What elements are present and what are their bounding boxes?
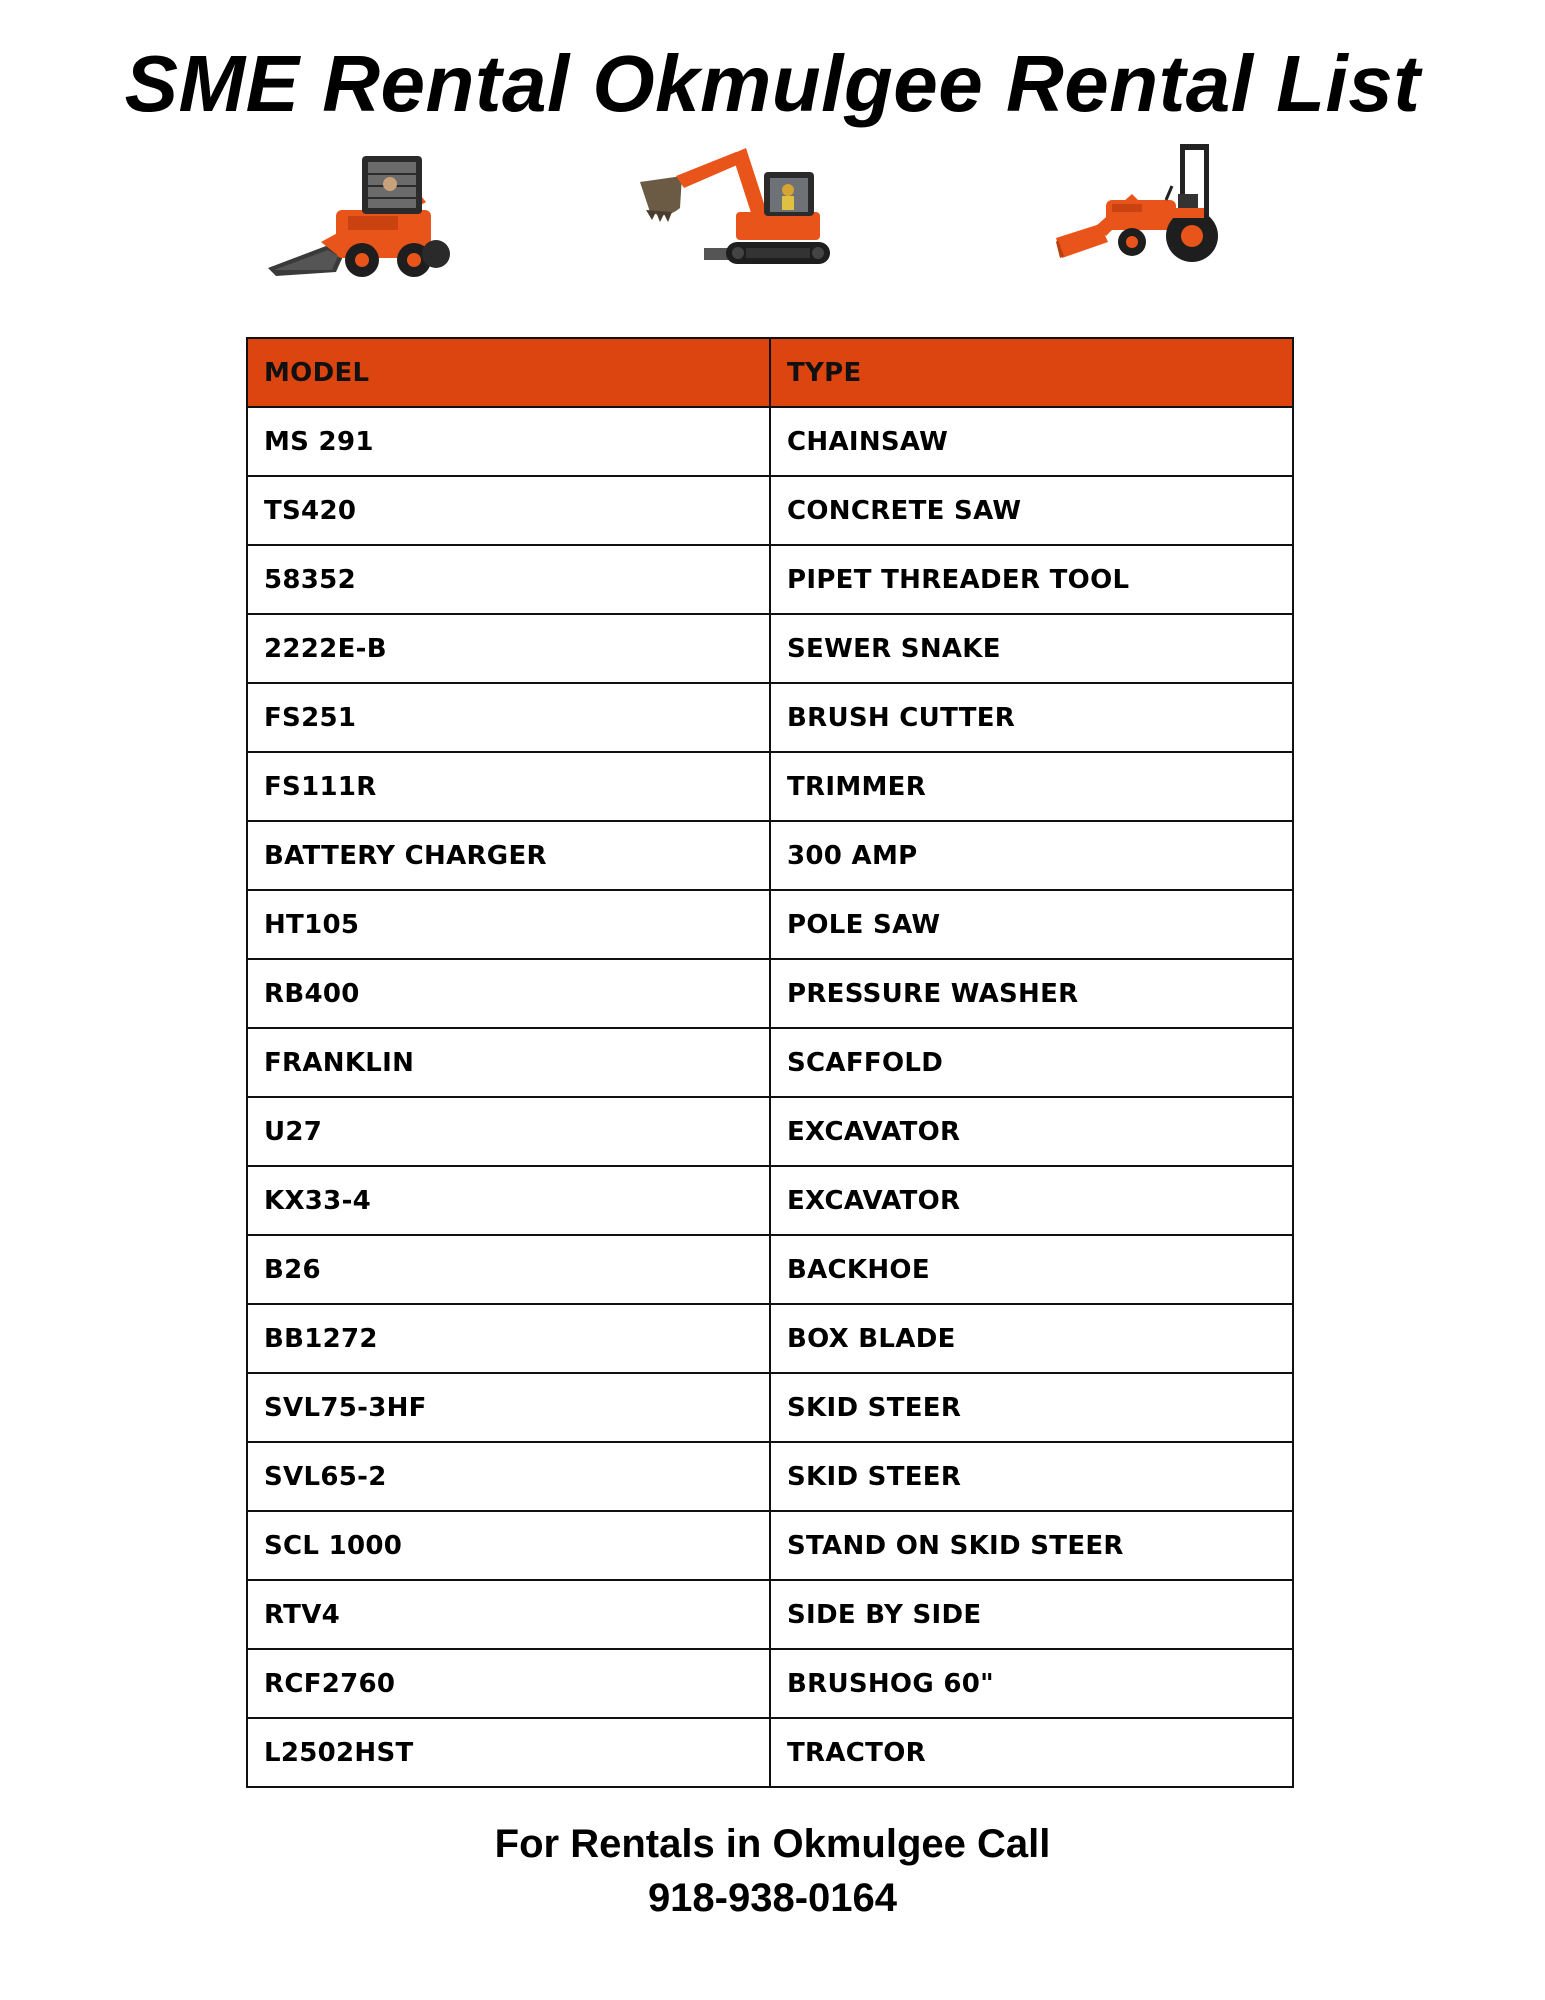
type-cell: CHAINSAW <box>770 407 1293 476</box>
table-row <box>247 1373 1293 1442</box>
type-cell: SCAFFOLD <box>770 1028 1293 1097</box>
table-row <box>247 821 1293 890</box>
model-cell: TS420 <box>247 476 770 545</box>
table-row <box>247 1235 1293 1304</box>
column-header-model: MODEL <box>247 338 770 407</box>
type-cell: SIDE BY SIDE <box>770 1580 1293 1649</box>
table-row <box>247 1442 1293 1511</box>
model-cell: B26 <box>247 1235 770 1304</box>
table-row <box>247 1649 1293 1718</box>
type-cell: TRACTOR <box>770 1718 1293 1787</box>
model-cell: 58352 <box>247 545 770 614</box>
table-row <box>247 407 1293 476</box>
table-row <box>247 890 1293 959</box>
table-row <box>247 1304 1293 1373</box>
tractor-image <box>1054 142 1219 266</box>
table-row <box>247 476 1293 545</box>
model-cell: L2502HST <box>247 1718 770 1787</box>
table-row <box>247 959 1293 1028</box>
type-cell: SEWER SNAKE <box>770 614 1293 683</box>
footer-phone-number[interactable]: 918-938-0164 <box>647 1876 898 1920</box>
type-cell: BOX BLADE <box>770 1304 1293 1373</box>
model-cell: FS111R <box>247 752 770 821</box>
type-cell: EXCAVATOR <box>770 1166 1293 1235</box>
model-cell: BB1272 <box>247 1304 770 1373</box>
type-cell: POLE SAW <box>770 890 1293 959</box>
footer-call-text: For Rentals in Okmulgee Call <box>494 1822 1051 1866</box>
rental-table <box>246 337 1294 1788</box>
table-row <box>247 1166 1293 1235</box>
table-row <box>247 1718 1293 1787</box>
model-cell: SVL75-3HF <box>247 1373 770 1442</box>
model-cell: FRANKLIN <box>247 1028 770 1097</box>
type-cell: EXCAVATOR <box>770 1097 1293 1166</box>
model-cell: U27 <box>247 1097 770 1166</box>
model-cell: RTV4 <box>247 1580 770 1649</box>
model-cell: RB400 <box>247 959 770 1028</box>
type-cell: TRIMMER <box>770 752 1293 821</box>
table-row <box>247 1028 1293 1097</box>
type-cell: STAND ON SKID STEER <box>770 1511 1293 1580</box>
type-cell: SKID STEER <box>770 1442 1293 1511</box>
type-cell: BRUSHOG 60" <box>770 1649 1293 1718</box>
model-cell: SCL 1000 <box>247 1511 770 1580</box>
model-cell: SVL65-2 <box>247 1442 770 1511</box>
table-header-row <box>247 338 1293 407</box>
skid-steer-image <box>266 150 456 280</box>
model-cell: 2222E-B <box>247 614 770 683</box>
type-cell: CONCRETE SAW <box>770 476 1293 545</box>
type-cell: 300 AMP <box>770 821 1293 890</box>
model-cell: HT105 <box>247 890 770 959</box>
table-row <box>247 752 1293 821</box>
page-title: SME Rental Okmulgee Rental List <box>124 39 1421 128</box>
table-row <box>247 1097 1293 1166</box>
model-cell: KX33-4 <box>247 1166 770 1235</box>
table-row <box>247 1580 1293 1649</box>
type-cell: SKID STEER <box>770 1373 1293 1442</box>
model-cell: BATTERY CHARGER <box>247 821 770 890</box>
table-row <box>247 1511 1293 1580</box>
model-cell: MS 291 <box>247 407 770 476</box>
column-header-type: TYPE <box>770 338 1293 407</box>
table-row <box>247 545 1293 614</box>
type-cell: BACKHOE <box>770 1235 1293 1304</box>
type-cell: BRUSH CUTTER <box>770 683 1293 752</box>
type-cell: PIPET THREADER TOOL <box>770 545 1293 614</box>
table-row <box>247 614 1293 683</box>
model-cell: RCF2760 <box>247 1649 770 1718</box>
model-cell: FS251 <box>247 683 770 752</box>
excavator-image <box>636 146 836 272</box>
table-row <box>247 683 1293 752</box>
type-cell: PRESSURE WASHER <box>770 959 1293 1028</box>
